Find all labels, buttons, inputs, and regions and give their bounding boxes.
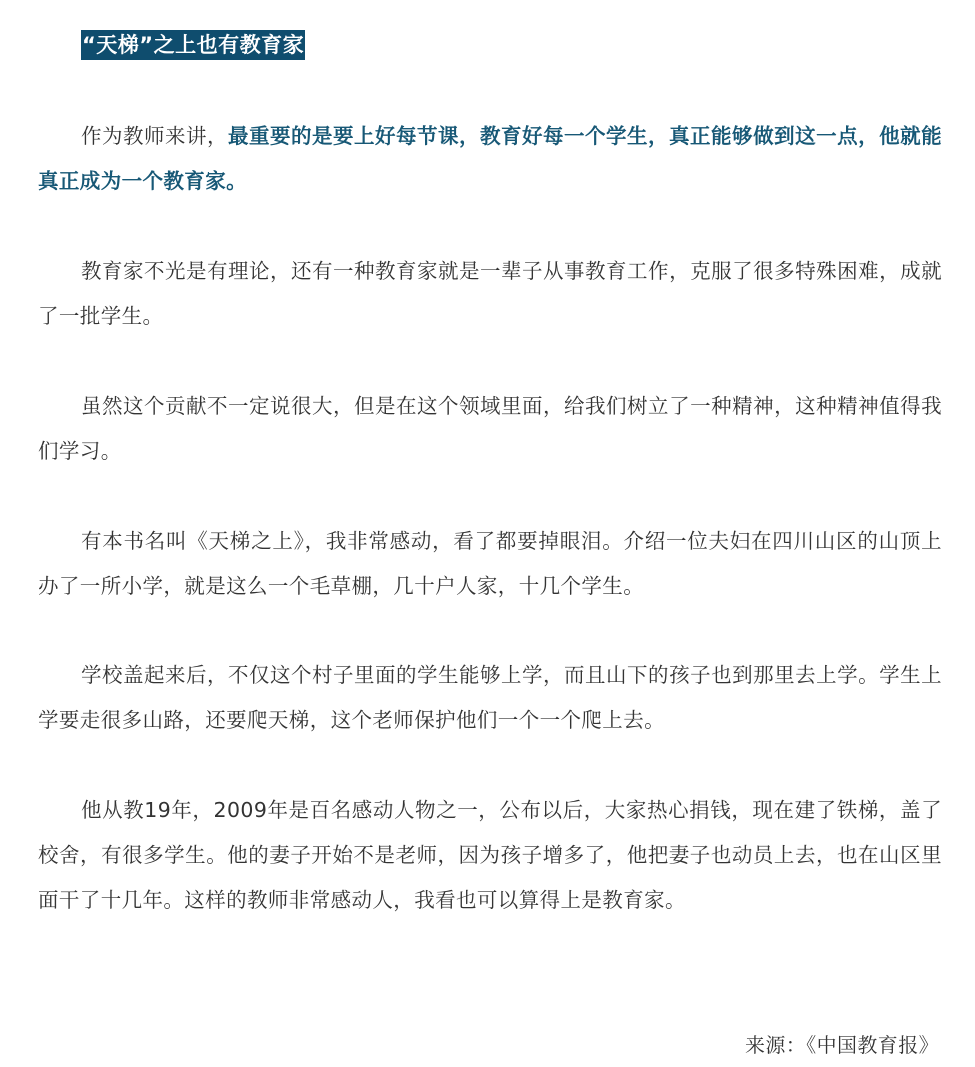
- paragraph-6: 他从教19年，2009年是百名感动人物之一，公布以后，大家热心捐钱，现在建了铁梯，盖了校舍，有很多学生。他的妻子开始不是老师，因为孩子增多了，他把妻子也动员上去，也在山区里面干了十几年。这样的教师非常感动人，我看也可以算得上是教育家。: [38, 798, 942, 912]
- paragraph-1: [38, 114, 942, 204]
- paragraph-1-lead: 作为教师来讲，: [81, 124, 229, 148]
- section-heading: “天梯”之上也有教育家: [81, 30, 305, 60]
- paragraph-3: 虽然这个贡献不一定说很大，但是在这个领域里面，给我们树立了一种精神，这种精神值得我们学习。: [38, 394, 942, 463]
- paragraph-5: 学校盖起来后，不仅这个村子里面的学生能够上学，而且山下的孩子也到那里去上学。学生上学要走很多山路，还要爬天梯，这个老师保护他们一个一个爬上去。: [38, 663, 942, 732]
- paragraph-2: 教育家不光是有理论，还有一种教育家就是一辈子从事教育工作，克服了很多特殊困难，成就了一批学生。: [38, 259, 942, 328]
- section-heading-wrapper: [81, 30, 305, 60]
- paragraph-1-emphasis: 最重要的是要上好每节课，教育好每一个学生，真正能够做到这一点，他就能真正成为一个教育家。: [38, 124, 942, 193]
- paragraph-4: 有本书名叫《天梯之上》，我非常感动，看了都要掉眼泪。介绍一位夫妇在四川山区的山顶上办了一所小学，就是这么一个毛草棚，几十户人家，十几个学生。: [38, 529, 942, 598]
- source-credit: 来源：《中国教育报》: [745, 1033, 939, 1057]
